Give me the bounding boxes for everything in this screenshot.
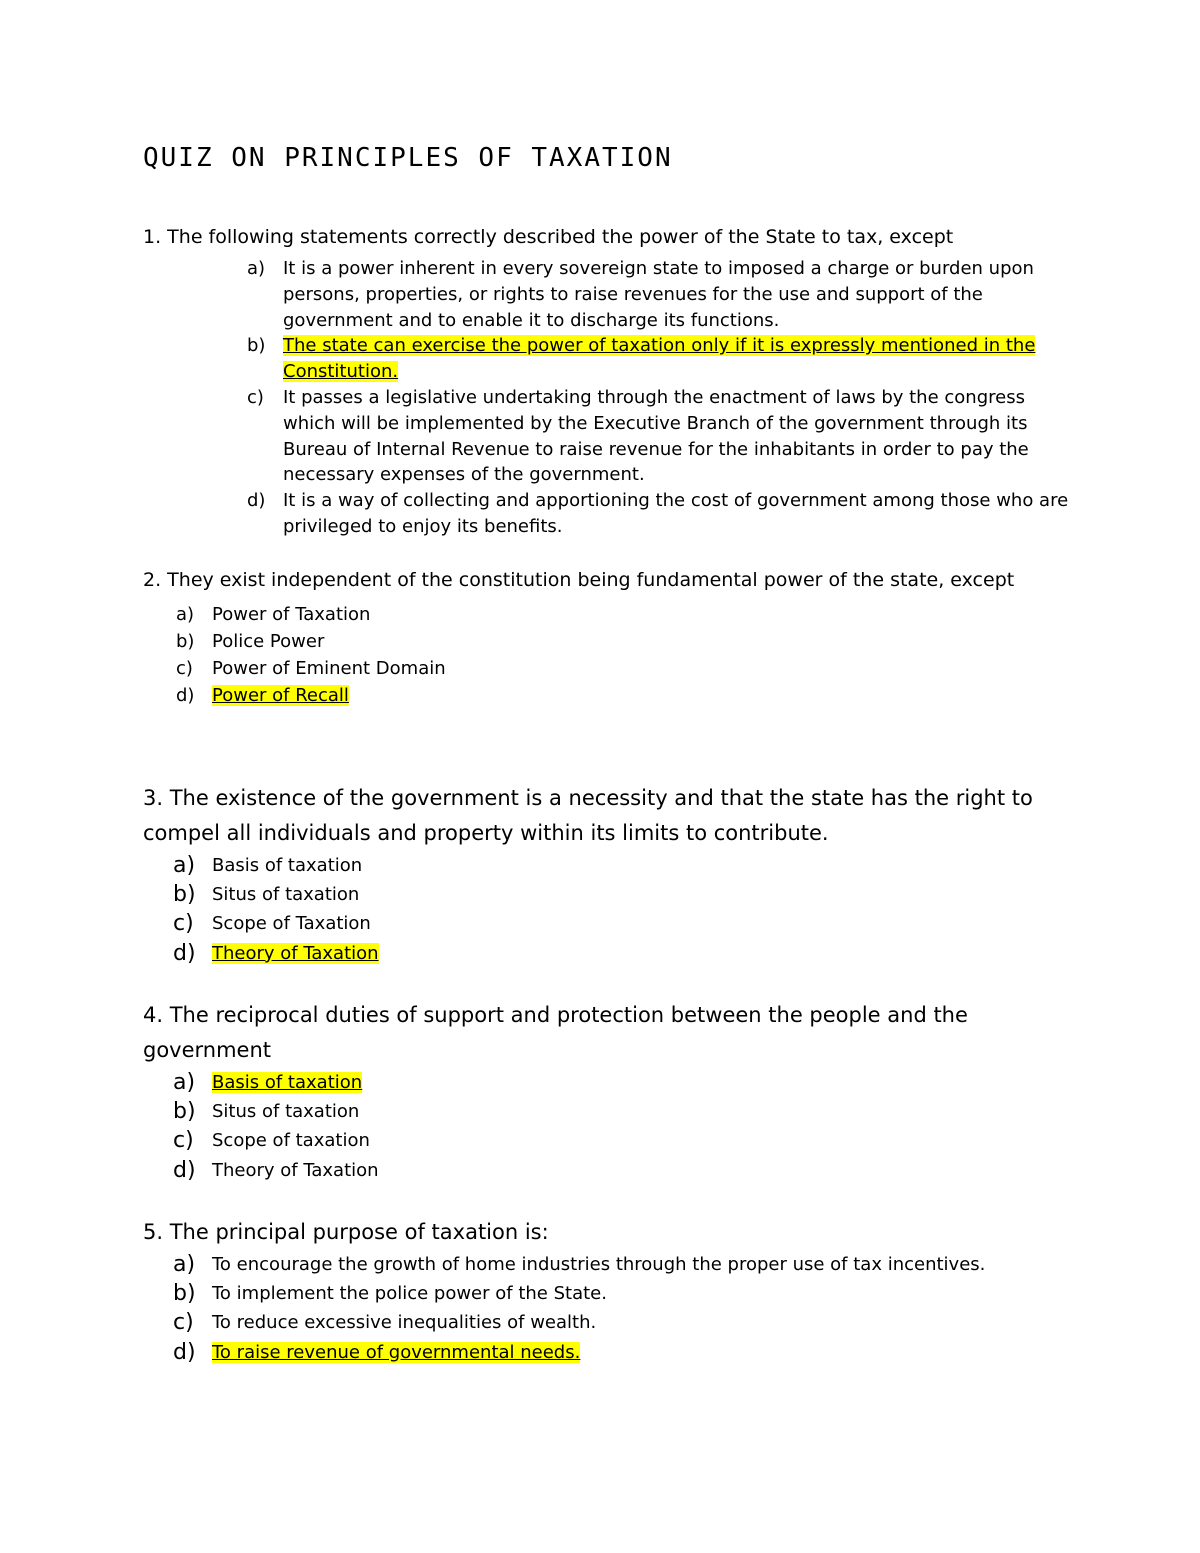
option-b (143, 628, 1078, 655)
option-text: To reduce excessive inequalities of wealth. (212, 1312, 597, 1334)
option-letter: d) (173, 1157, 196, 1183)
option-d (143, 939, 1078, 968)
page-title: QUIZ ON PRINCIPLES OF TAXATION (143, 143, 673, 173)
option-b (143, 1279, 1078, 1308)
question-text: 4. The reciprocal duties of support and protection between the people and the government (143, 1003, 968, 1062)
option-letter: a) (173, 1070, 196, 1095)
option-text-correct: Basis of taxation (212, 1072, 363, 1093)
question-3 (143, 781, 1078, 968)
option-a (143, 601, 1078, 628)
option-a (143, 1068, 1078, 1097)
option-c (143, 385, 1078, 488)
option-letter: a) (173, 1252, 196, 1277)
option-letter: b) (173, 1099, 196, 1125)
option-b (143, 880, 1078, 909)
option-text-correct: Theory of Taxation (212, 942, 379, 964)
question-text: 2. They exist independent of the constitution being fundamental power of the state, except (143, 569, 1015, 591)
options-list (143, 851, 1078, 968)
option-text-correct: Power of Recall (212, 685, 349, 706)
question-text: 3. The existence of the government is a necessity and that the state has the right to compel all individuals and property within its limits to contribute. (143, 786, 1033, 845)
question-2 (143, 567, 1078, 709)
option-text: To implement the police power of the State. (212, 1283, 607, 1305)
question-5 (143, 1215, 1078, 1367)
option-letter: b) (173, 882, 196, 908)
question-text: 5. The principal purpose of taxation is: (143, 1220, 549, 1244)
option-letter: b) (176, 631, 195, 652)
option-text: To encourage the growth of home industries through the proper use of tax incentives. (212, 1254, 986, 1275)
option-text: It is a way of collecting and apportioning the cost of government among those who are privileged to enjoy its benefits. (283, 490, 1069, 537)
option-letter: d) (247, 490, 266, 512)
option-letter: b) (247, 335, 266, 357)
option-letter: a) (247, 258, 266, 279)
option-text-correct: To raise revenue of governmental needs. (212, 1341, 581, 1363)
option-b (143, 333, 1078, 385)
option-c (143, 1308, 1078, 1337)
option-text: Basis of taxation (212, 855, 363, 876)
option-text: Situs of taxation (212, 884, 360, 906)
option-a (143, 256, 1078, 333)
options-list (143, 601, 1078, 709)
options-list (143, 1068, 1078, 1185)
option-d (143, 1156, 1078, 1185)
option-letter: c) (176, 658, 193, 679)
option-a (143, 851, 1078, 880)
option-text: It is a power inherent in every sovereign state to imposed a charge or burden upon persons, properties, or rights to raise revenues for the use and support of the government and to enable it to discharge its functions. (283, 258, 1034, 331)
option-letter: b) (173, 1281, 196, 1307)
option-text: Scope of Taxation (212, 913, 371, 935)
option-d (143, 682, 1078, 709)
option-text-correct: The state can exercise the power of taxation only if it is expressly mentioned in the Constitution. (283, 335, 1036, 383)
question-text: 1. The following statements correctly described the power of the State to tax, except (143, 226, 954, 248)
option-letter: d) (173, 1339, 196, 1365)
option-b (143, 1097, 1078, 1126)
option-letter: c) (173, 1310, 194, 1336)
option-text: Power of Taxation (212, 604, 371, 625)
option-a (143, 1250, 1078, 1279)
options-list (143, 256, 1078, 540)
option-c (143, 1126, 1078, 1155)
option-text: Scope of taxation (212, 1130, 370, 1152)
option-letter: c) (173, 911, 194, 937)
question-4 (143, 998, 1078, 1185)
option-letter: d) (173, 940, 196, 966)
option-letter: c) (173, 1128, 194, 1154)
option-c (143, 909, 1078, 938)
option-letter: a) (173, 853, 196, 878)
option-letter: a) (176, 604, 195, 625)
option-text: Police Power (212, 631, 325, 652)
option-text: Power of Eminent Domain (212, 658, 446, 679)
option-d (143, 1338, 1078, 1367)
option-letter: c) (247, 386, 264, 408)
option-text: Situs of taxation (212, 1101, 360, 1123)
question-1 (143, 224, 1078, 540)
option-d (143, 488, 1078, 540)
option-text: Theory of Taxation (212, 1159, 379, 1181)
options-list (143, 1250, 1078, 1367)
option-text: It passes a legislative undertaking through the enactment of laws by the congress which will be implemented by the Executive Branch of the government through its Bureau of Internal Revenue to raise revenue for the inhabitants in order to pay the necessary expenses of the government. (283, 386, 1029, 486)
option-c (143, 655, 1078, 682)
option-letter: d) (176, 685, 195, 706)
